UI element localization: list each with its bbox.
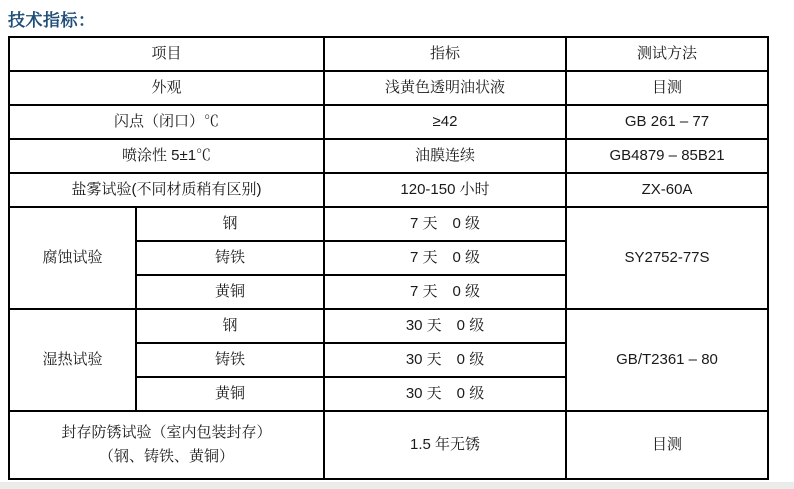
cell-corrosion-cast-iron-spec: 7 天 0 级 — [324, 241, 566, 275]
cell-sprayability-item: 喷涂性 5±1℃ — [9, 139, 324, 173]
cell-sprayability-spec: 油膜连续 — [324, 139, 566, 173]
sealed-storage-item-line1: 封存防锈试验（室内包装封存） — [61, 423, 272, 441]
technical-spec-table — [8, 36, 769, 480]
page-bottom-strip — [0, 482, 794, 489]
header-cell-method: 测试方法 — [566, 37, 768, 71]
cell-corrosion-group: 腐蚀试验 — [9, 207, 136, 309]
row-sprayability — [9, 139, 768, 173]
cell-corrosion-steel-item: 钢 — [136, 207, 324, 241]
cell-flash-point-spec: ≥42 — [324, 105, 566, 139]
row-appearance — [9, 71, 768, 105]
cell-damp-heat-steel-spec: 30 天 0 级 — [324, 309, 566, 343]
cell-corrosion-steel-spec: 7 天 0 级 — [324, 207, 566, 241]
cell-appearance-item: 外观 — [9, 71, 324, 105]
cell-flash-point-method: GB 261 – 77 — [566, 105, 768, 139]
cell-salt-spray-spec: 120-150 小时 — [324, 173, 566, 207]
row-damp-heat-steel — [9, 309, 768, 343]
cell-damp-heat-brass-item: 黄铜 — [136, 377, 324, 411]
cell-corrosion-brass-item: 黄铜 — [136, 275, 324, 309]
row-corrosion-steel — [9, 207, 768, 241]
row-sealed-storage — [9, 411, 768, 479]
cell-sealed-storage-spec: 1.5 年无锈 — [324, 411, 566, 479]
cell-salt-spray-method: ZX-60A — [566, 173, 768, 207]
cell-corrosion-brass-spec: 7 天 0 级 — [324, 275, 566, 309]
cell-corrosion-cast-iron-item: 铸铁 — [136, 241, 324, 275]
cell-damp-heat-cast-iron-item: 铸铁 — [136, 343, 324, 377]
page-title: 技术指标： — [8, 11, 96, 30]
sealed-storage-item-line2: （钢、铸铁、黄铜） — [99, 447, 235, 465]
cell-salt-spray-item: 盐雾试验(不同材质稍有区别) — [9, 173, 324, 207]
cell-corrosion-method: SY2752-77S — [566, 207, 768, 309]
cell-damp-heat-method: GB/T2361 – 80 — [566, 309, 768, 411]
cell-damp-heat-cast-iron-spec: 30 天 0 级 — [324, 343, 566, 377]
cell-damp-heat-group: 湿热试验 — [9, 309, 136, 411]
cell-sealed-storage-method: 目测 — [566, 411, 768, 479]
cell-sprayability-method: GB4879 – 85B21 — [566, 139, 768, 173]
cell-flash-point-item: 闪点（闭口）℃ — [9, 105, 324, 139]
header-cell-spec: 指标 — [324, 37, 566, 71]
header-row — [9, 37, 768, 71]
row-salt-spray — [9, 173, 768, 207]
cell-damp-heat-brass-spec: 30 天 0 级 — [324, 377, 566, 411]
cell-appearance-method: 目测 — [566, 71, 768, 105]
row-flash-point — [9, 105, 768, 139]
cell-damp-heat-steel-item: 钢 — [136, 309, 324, 343]
header-cell-item: 项目 — [9, 37, 324, 71]
cell-appearance-spec: 浅黄色透明油状液 — [324, 71, 566, 105]
cell-sealed-storage-item — [9, 411, 324, 479]
